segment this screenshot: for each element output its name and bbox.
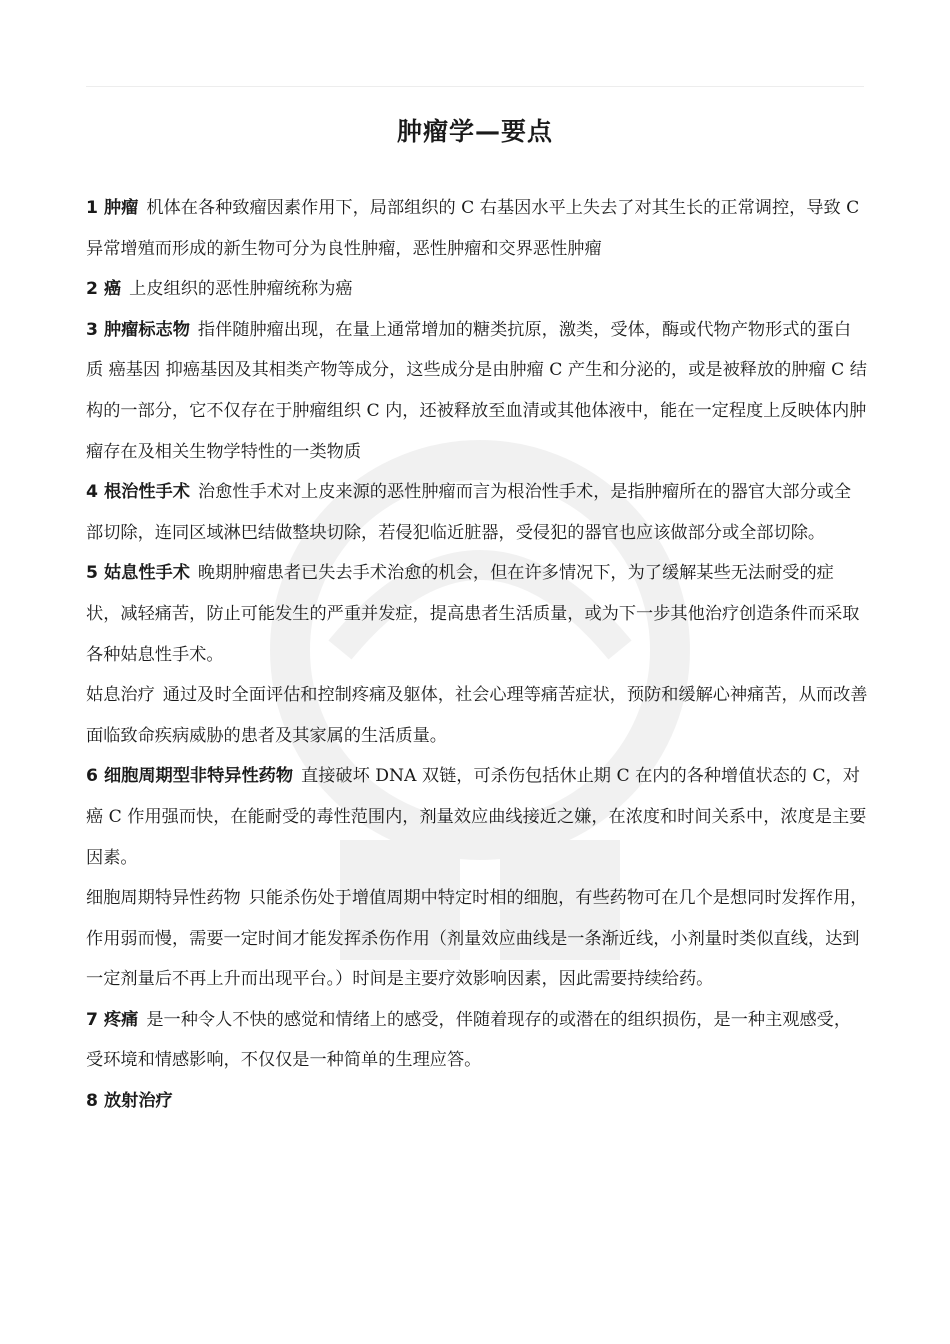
page-title: 肿瘤学—要点 xyxy=(396,117,553,146)
entry-text: 指伴随肿瘤出现，在量上通常增加的糖类抗原，激类，受体，酶或代物产物形式的蛋白质 癌基因 抑癌基因及其相类产物等成分，这些成分是由肿瘤 C 产生和分泌的，或是被释放的肿瘤 C 结构的一部分，它不仅存在于肿瘤组织 C 内，还被释放至血清或其他体液中，能在一定程度上反映体内肿瘤存在及相关生物学特性的一类物质 xyxy=(86,319,867,462)
sub-entry-paragraph xyxy=(86,675,868,756)
entry-paragraph xyxy=(86,188,868,269)
entry-term: 6 细胞周期型非特异性药物 xyxy=(86,766,294,787)
sub-entry-term: 细胞周期特异性药物 xyxy=(86,888,241,909)
entry-text: 通过及时全面评估和控制疼痛及躯体，社会心理等痛苦症状，预防和缓解心神痛苦，从而改善面临致命疾病威胁的患者及其家属的生活质量。 xyxy=(86,685,868,746)
entry-term: 8 放射治疗 xyxy=(86,1091,173,1112)
entry-paragraph xyxy=(86,1081,868,1122)
sub-entry-paragraph xyxy=(86,878,868,1000)
entry-paragraph xyxy=(86,1000,868,1081)
entry-term: 4 根治性手术 xyxy=(86,482,190,503)
entry-paragraph xyxy=(86,756,868,878)
entry-text: 机体在各种致瘤因素作用下，局部组织的 C 右基因水平上失去了对其生长的正常调控，导致 C 异常增殖而形成的新生物可分为良性肿瘤，恶性肿瘤和交界恶性肿瘤 xyxy=(86,198,860,259)
entry-paragraph xyxy=(86,310,868,472)
entry-paragraph xyxy=(86,553,868,675)
entry-term: 5 姑息性手术 xyxy=(86,563,190,584)
entry-text: 是一种令人不快的感觉和情绪上的感受，伴随着现存的或潜在的组织损伤，是一种主观感受，受环境和情感影响，不仅仅是一种简单的生理应答。 xyxy=(86,1009,852,1071)
entry-term: 2 癌 xyxy=(86,279,122,300)
entry-text: 晚期肿瘤患者已失去手术治愈的机会，但在许多情况下，为了缓解某些无法耐受的症状，减轻痛苦，防止可能发生的严重并发症，提高患者生活质量，或为下一步其他治疗创造条件而采取各种姑息性手术。 xyxy=(86,563,860,665)
entry-paragraph xyxy=(86,269,868,310)
header-rule xyxy=(86,86,864,87)
entry-term: 1 肿瘤 xyxy=(86,198,139,218)
entry-text: 只能杀伤处于增值周期中特定时相的细胞，有些药物可在几个是想同时发挥作用，作用弱而慢，需要一定时间才能发挥杀伤作用（剂量效应曲线是一条渐近线，小剂量时类似直线，达到一定剂量后不再上升而出现平台。）时间是主要疗效影响因素，因此需要持续给药。 xyxy=(86,888,868,990)
entry-text: 治愈性手术对上皮来源的恶性肿瘤而言为根治性手术，是指肿瘤所在的器官大部分或全部切除，连同区域淋巴结做整块切除，若侵犯临近脏器，受侵犯的器官也应该做部分或全部切除。 xyxy=(86,482,852,543)
entry-term: 3 肿瘤标志物 xyxy=(86,319,190,340)
document-body xyxy=(86,188,868,1122)
entry-paragraph xyxy=(86,472,868,553)
sub-entry-term: 姑息治疗 xyxy=(86,685,155,706)
entry-text: 直接破坏 DNA 双链，可杀伤包括休止期 C 在内的各种增值状态的 C，对癌 C 作用强而快，在能耐受的毒性范围内，剂量效应曲线接近之嫌，在浓度和时间关系中，浓度是主要因素。 xyxy=(86,766,867,868)
entry-text: 上皮组织的恶性肿瘤统称为癌 xyxy=(129,279,353,300)
entry-term: 7 疼痛 xyxy=(86,1009,139,1030)
